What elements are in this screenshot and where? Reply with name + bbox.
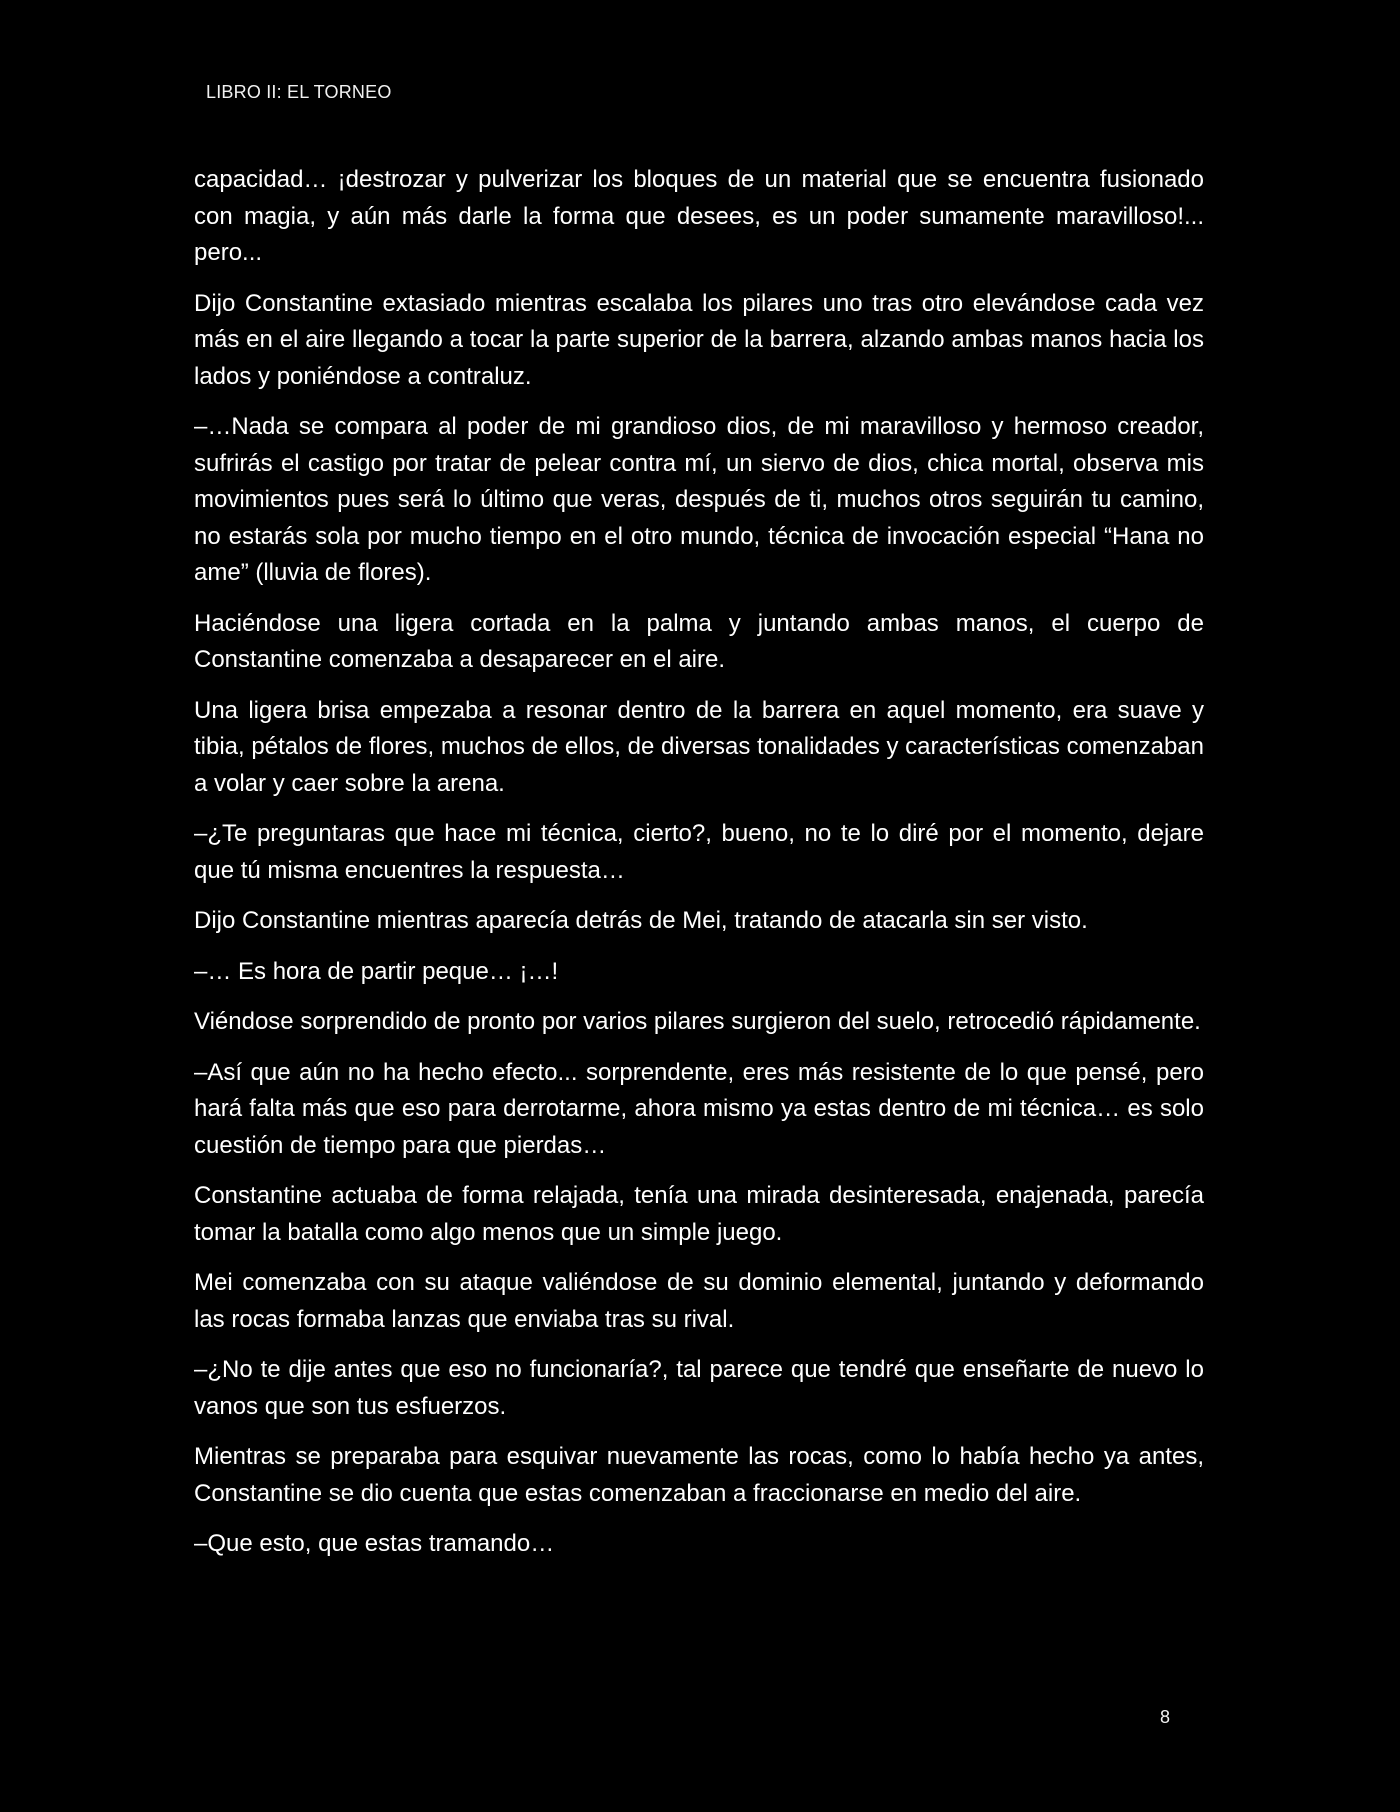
paragraph: –… Es hora de partir peque… ¡…! [194, 957, 559, 985]
page-number: 8 [1160, 1707, 1171, 1727]
paragraph: Una ligera brisa empezaba a resonar dentro de la barrera en aquel momento, era suave y tibia, pétalos de flores, muchos de ellos, de diversas tonalidades y características comenzaban a volar y caer sobre la arena. [194, 696, 1204, 797]
paragraph: Constantine actuaba de forma relajada, tenía una mirada desinteresada, enajenada, parecía tomar la batalla como algo menos que un simple juego. [194, 1182, 1204, 1246]
running-header: LIBRO II: EL TORNEO [206, 82, 392, 102]
paragraph: Mei comenzaba con su ataque valiéndose de su dominio elemental, juntando y deformando las rocas formaba lanzas que enviaba tras su rival. [194, 1269, 1204, 1333]
paragraph: Dijo Constantine extasiado mientras escalaba los pilares uno tras otro elevándose cada vez más en el aire llegando a tocar la parte superior de la barrera, alzando ambas manos hacia los lados y poniéndose a contraluz. [194, 289, 1204, 390]
paragraph: –…Nada se compara al poder de mi grandioso dios, de mi maravilloso y hermoso creador, sufrirás el castigo por tratar de pelear contra mí, un siervo de dios, chica mortal, observa mis movimientos pues será lo último que veras, después de ti, muchos otros seguirán tu camino, no estarás sola por mucho tiempo en el otro mundo, técnica de invocación especial “Hana no ame” (lluvia de flores). [194, 413, 1204, 586]
paragraph: Dijo Constantine mientras aparecía detrás de Mei, tratando de atacarla sin ser visto. [194, 907, 1088, 934]
body-text [194, 162, 1204, 1577]
paragraph: capacidad… ¡destrozar y pulverizar los bloques de un material que se encuentra fusionado con magia, y aún más darle la forma que desees, es un poder sumamente maravilloso!... pero... [194, 166, 1204, 266]
paragraph: Viéndose sorprendido de pronto por varios pilares surgieron del suelo, retrocedió rápidamente. [194, 1008, 1201, 1035]
paragraph: –¿Te preguntaras que hace mi técnica, cierto?, bueno, no te lo diré por el momento, dejare que tú misma encuentres la respuesta… [194, 820, 1204, 884]
paragraph: Mientras se preparaba para esquivar nuevamente las rocas, como lo había hecho ya antes, Constantine se dio cuenta que estas comenzaban a fraccionarse en medio del aire. [194, 1443, 1204, 1507]
paragraph: Haciéndose una ligera cortada en la palma y juntando ambas manos, el cuerpo de Constantine comenzaba a desaparecer en el aire. [194, 609, 1204, 673]
paragraph: –Así que aún no ha hecho efecto... sorprendente, eres más resistente de lo que pensé, pero hará falta más que eso para derrotarme, ahora mismo ya estas dentro de mi técnica… es solo cuestión de tiempo para que pierdas… [194, 1058, 1204, 1159]
paragraph: –¿No te dije antes que eso no funcionaría?, tal parece que tendré que enseñarte de nuevo lo vanos que son tus esfuerzos. [194, 1356, 1204, 1420]
paragraph: –Que esto, que estas tramando… [194, 1530, 555, 1557]
